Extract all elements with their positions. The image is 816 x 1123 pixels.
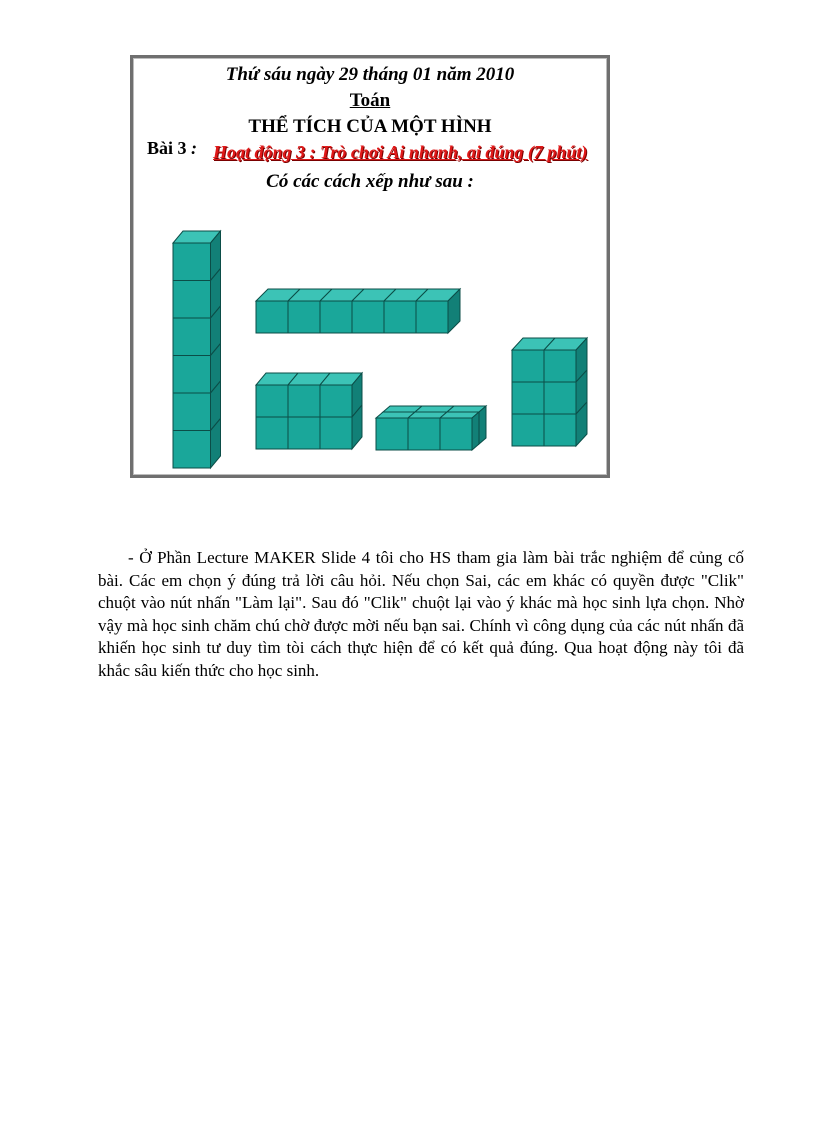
cube-face <box>544 414 576 446</box>
exercise-colon: : <box>186 138 198 158</box>
cube-block-flat <box>376 406 486 450</box>
cube-arrangements <box>133 58 613 481</box>
cube-face <box>376 418 408 450</box>
cube-block-2x3 <box>256 373 362 449</box>
activity-title: Hoạt động 3 : Trò chơi Ai nhanh, ai đúng (7 phút) <box>213 142 588 162</box>
slide-image <box>130 55 610 478</box>
cube-face <box>288 301 320 333</box>
cube-face <box>512 382 544 414</box>
cube-face <box>512 414 544 446</box>
cube-face <box>256 417 288 449</box>
cube-face <box>512 350 544 382</box>
cube-face <box>173 393 211 431</box>
cube-face <box>173 356 211 394</box>
cube-face <box>440 418 472 450</box>
cube-face <box>408 418 440 450</box>
slide-date: Thứ sáu ngày 29 tháng 01 năm 2010 <box>225 64 515 85</box>
slide-heading: THỂ TÍCH CỦA MỘT HÌNH <box>248 116 492 137</box>
cube-face <box>544 382 576 414</box>
cube-face <box>320 417 352 449</box>
cube-face <box>288 385 320 417</box>
cube-face <box>320 301 352 333</box>
cube-face <box>288 417 320 449</box>
cube-face <box>256 301 288 333</box>
cube-face <box>472 412 479 450</box>
cube-face <box>384 301 416 333</box>
cube-face <box>320 385 352 417</box>
slide-subject: Toán <box>349 90 391 111</box>
cube-face <box>173 431 211 469</box>
cube-face <box>544 350 576 382</box>
cube-face <box>173 281 211 319</box>
body-paragraph: - Ở Phần Lecture MAKER Slide 4 tôi cho HS tham gia làm bài trắc nghiệm để củng cố bài. Các em chọn ý đúng trả lời câu hỏi. Nếu chọn Sai, các em khác có quyền được "Clik" chuột vào nút nhấn "Làm lại". Sau đó "Clik" chuột lại vào ý khác mà học sinh lựa chọn. Nhờ vậy mà học sinh chăm chú chờ được mời nếu bạn sai. Chính vì công dụng của các nút nhấn đã khiến học sinh tư duy tìm tòi cách thực hiện để có kết quả đúng. Qua hoạt động này tôi đã khắc sâu kiến thức cho học sinh. <box>98 548 744 680</box>
exercise-number: Bài 3 <box>147 138 187 158</box>
cube-block-tall <box>512 338 587 446</box>
cube-face <box>352 301 384 333</box>
cube-stack-vertical <box>173 231 221 468</box>
cube-face <box>416 301 448 333</box>
slide-intro: Có các cách xếp như sau : <box>266 171 474 192</box>
cube-face <box>479 406 486 444</box>
cube-face <box>173 318 211 356</box>
cube-face <box>256 385 288 417</box>
cube-row-horizontal <box>256 289 460 333</box>
cube-face <box>173 243 211 281</box>
